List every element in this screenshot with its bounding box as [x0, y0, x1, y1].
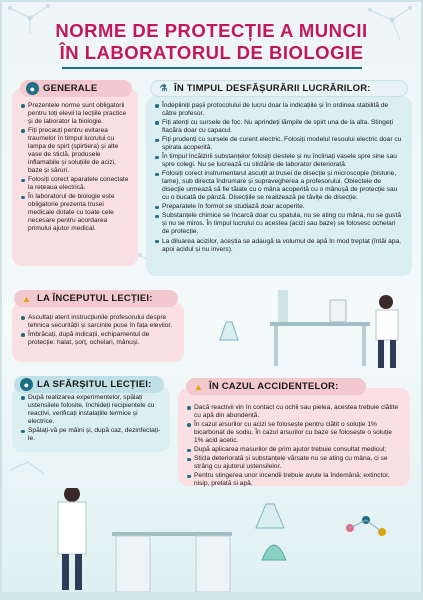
list-item: Îndepliniți pașii protocolului de lucru doar la indicațiile și în ordinea stabilită de către profesor.: [154, 102, 404, 118]
start-list: [20, 314, 176, 347]
general-panel: [12, 88, 138, 266]
end-list: [20, 394, 162, 443]
page-title-line2: ÎN LABORATORUL DE BIOLOGIE: [59, 42, 364, 63]
list-item: La diluarea acizilor, aceștia se adaugă la volumul de apă în mod treptat (întâi apa, apoi acidul și nu invers).: [154, 238, 404, 254]
start-panel: [12, 302, 184, 362]
warning-icon: ▲: [193, 381, 204, 392]
list-item: Fiți precauți pentru evitarea traumelor în timpul lucrului cu lampa de spirt (spirtiera) și alte vase de sticlă, produsele inflamabile și soluțiile de acizi, baze și săruri.: [20, 127, 130, 175]
accidents-header: [186, 378, 366, 395]
list-item: Folosiți corect aparatele conectate la rețeaua electrică.: [20, 176, 130, 192]
end-panel: [12, 386, 170, 452]
list-item: După realizarea experimentelor, spălați ustensilele folosite, închideți recipientele cu reactivi, verificați instalațiile termice și electrice.: [20, 394, 162, 426]
list-item: Fiți atenți cu sursele de foc. Nu aprindeți lămpile de spirt una de la alta. Stingeți flacăra doar cu capacul.: [154, 119, 404, 135]
lab-scene-illustration: [200, 280, 410, 370]
general-heading: GENERALE: [43, 83, 98, 94]
list-item: Fiți prudenți cu sursele de curent electric. Folosiți modelul resoului electric doar cu spirala acoperită.: [154, 136, 404, 152]
start-header: [14, 290, 178, 307]
general-header: [20, 80, 132, 97]
list-item: Folosiți corect instrumentarul ascuțit al trusei de disecție și microscopie (bisturie, lame), sub directa îndrumare și supravegherea a profesorului. Obiectele de disecție urmează să fie tăiate cu o mâna acoperită cu o mânușă de protecție sau cu o bucată de pânză. Disecțiile se realizează pe tăvițe de disecție.: [154, 170, 404, 202]
title-underline: [62, 67, 362, 69]
end-header: [14, 376, 164, 393]
list-item: Preparatele în formol se studiază doar acoperite.: [154, 203, 404, 211]
globe-icon: ●: [26, 82, 39, 95]
accidents-heading: ÎN CAZUL ACCIDENTELOR:: [209, 381, 339, 392]
page-title-line1: NORME DE PROTECȚIE A MUNCII: [55, 20, 368, 41]
list-item: Prezentele norme sunt obligatorii pentru toți elevii la lecțiile practice și de laborator la biologie.: [20, 102, 130, 126]
end-heading: LA SFÂRȘITUL LECȚIEI:: [37, 379, 152, 390]
list-item: Ascultați atent instrucțiunile profesorului despre tehnica securității și sarcinile puse în fața elevilor.: [20, 314, 176, 330]
during-header: [150, 80, 408, 97]
list-item: Pentru stingerea unor incendii trebuie avute la îndemână: extinctor, nisip, prelată si apă.: [186, 472, 402, 488]
list-item: Dacă reactivii vin în contact cu ochii sau pielea, acestea trebuie clătite cu apă din abundență.: [186, 404, 402, 420]
list-item: După aplicarea masurilor de prim ajutor trebuie consultat medicul;: [186, 446, 402, 454]
accidents-panel: [178, 388, 410, 486]
globe-icon: ●: [20, 378, 33, 391]
list-item: Substanțele chimice se încarcă doar cu spatula, nu se ating cu mâna, nu se gustă și nu se miros. În timpul lucrului cu acestea (acizi sau baze) se folosesc ochelari de protecție.: [154, 212, 404, 236]
flask-icon: ⚗: [159, 83, 168, 93]
list-item: În timpul încălzirii substanțelor folosiți clestele și nu înclinați vasele spre sine sau spre colegi. Nu se lucrează cu sticlărie de laborator deteriorată.: [154, 153, 404, 169]
start-heading: LA ÎNCEPUTUL LECȚIEI:: [37, 293, 153, 304]
warning-icon: ▲: [21, 293, 32, 304]
list-item: În laboratorul de biologie este obligatorie prezenta trusei medicale dotate cu toate cele necesare pentru acordarea primului ajutor medical.: [20, 193, 130, 233]
accidents-list: [186, 404, 402, 488]
during-heading: ÎN TIMPUL DESFĂȘURĂRII LUCRĂRILOR:: [174, 83, 371, 94]
during-panel: [146, 96, 412, 276]
list-item: Îmbrăcați, după indicații, echipamentul de protecție: halat, șorț, ochelari, mânuși.: [20, 331, 176, 347]
bottom-lab-illustration: [0, 488, 423, 600]
general-list: [20, 102, 130, 234]
list-item: Sticla deteriorată și substanțele vărsate nu se ating cu mâna, ci se strâng cu ajutorul ustensilelor.: [186, 455, 402, 471]
list-item: În cazul arsurilor cu acizi se folosește pentru clătit o soluție 1% bicarbonat de sodiu. În cazul arsurilor cu baze se folosește o soluție 1% acid acetic.: [186, 421, 402, 445]
during-list: [154, 102, 404, 254]
list-item: Spălați-vă pe mâini și, după caz, dezinfectați-le.: [20, 427, 162, 443]
